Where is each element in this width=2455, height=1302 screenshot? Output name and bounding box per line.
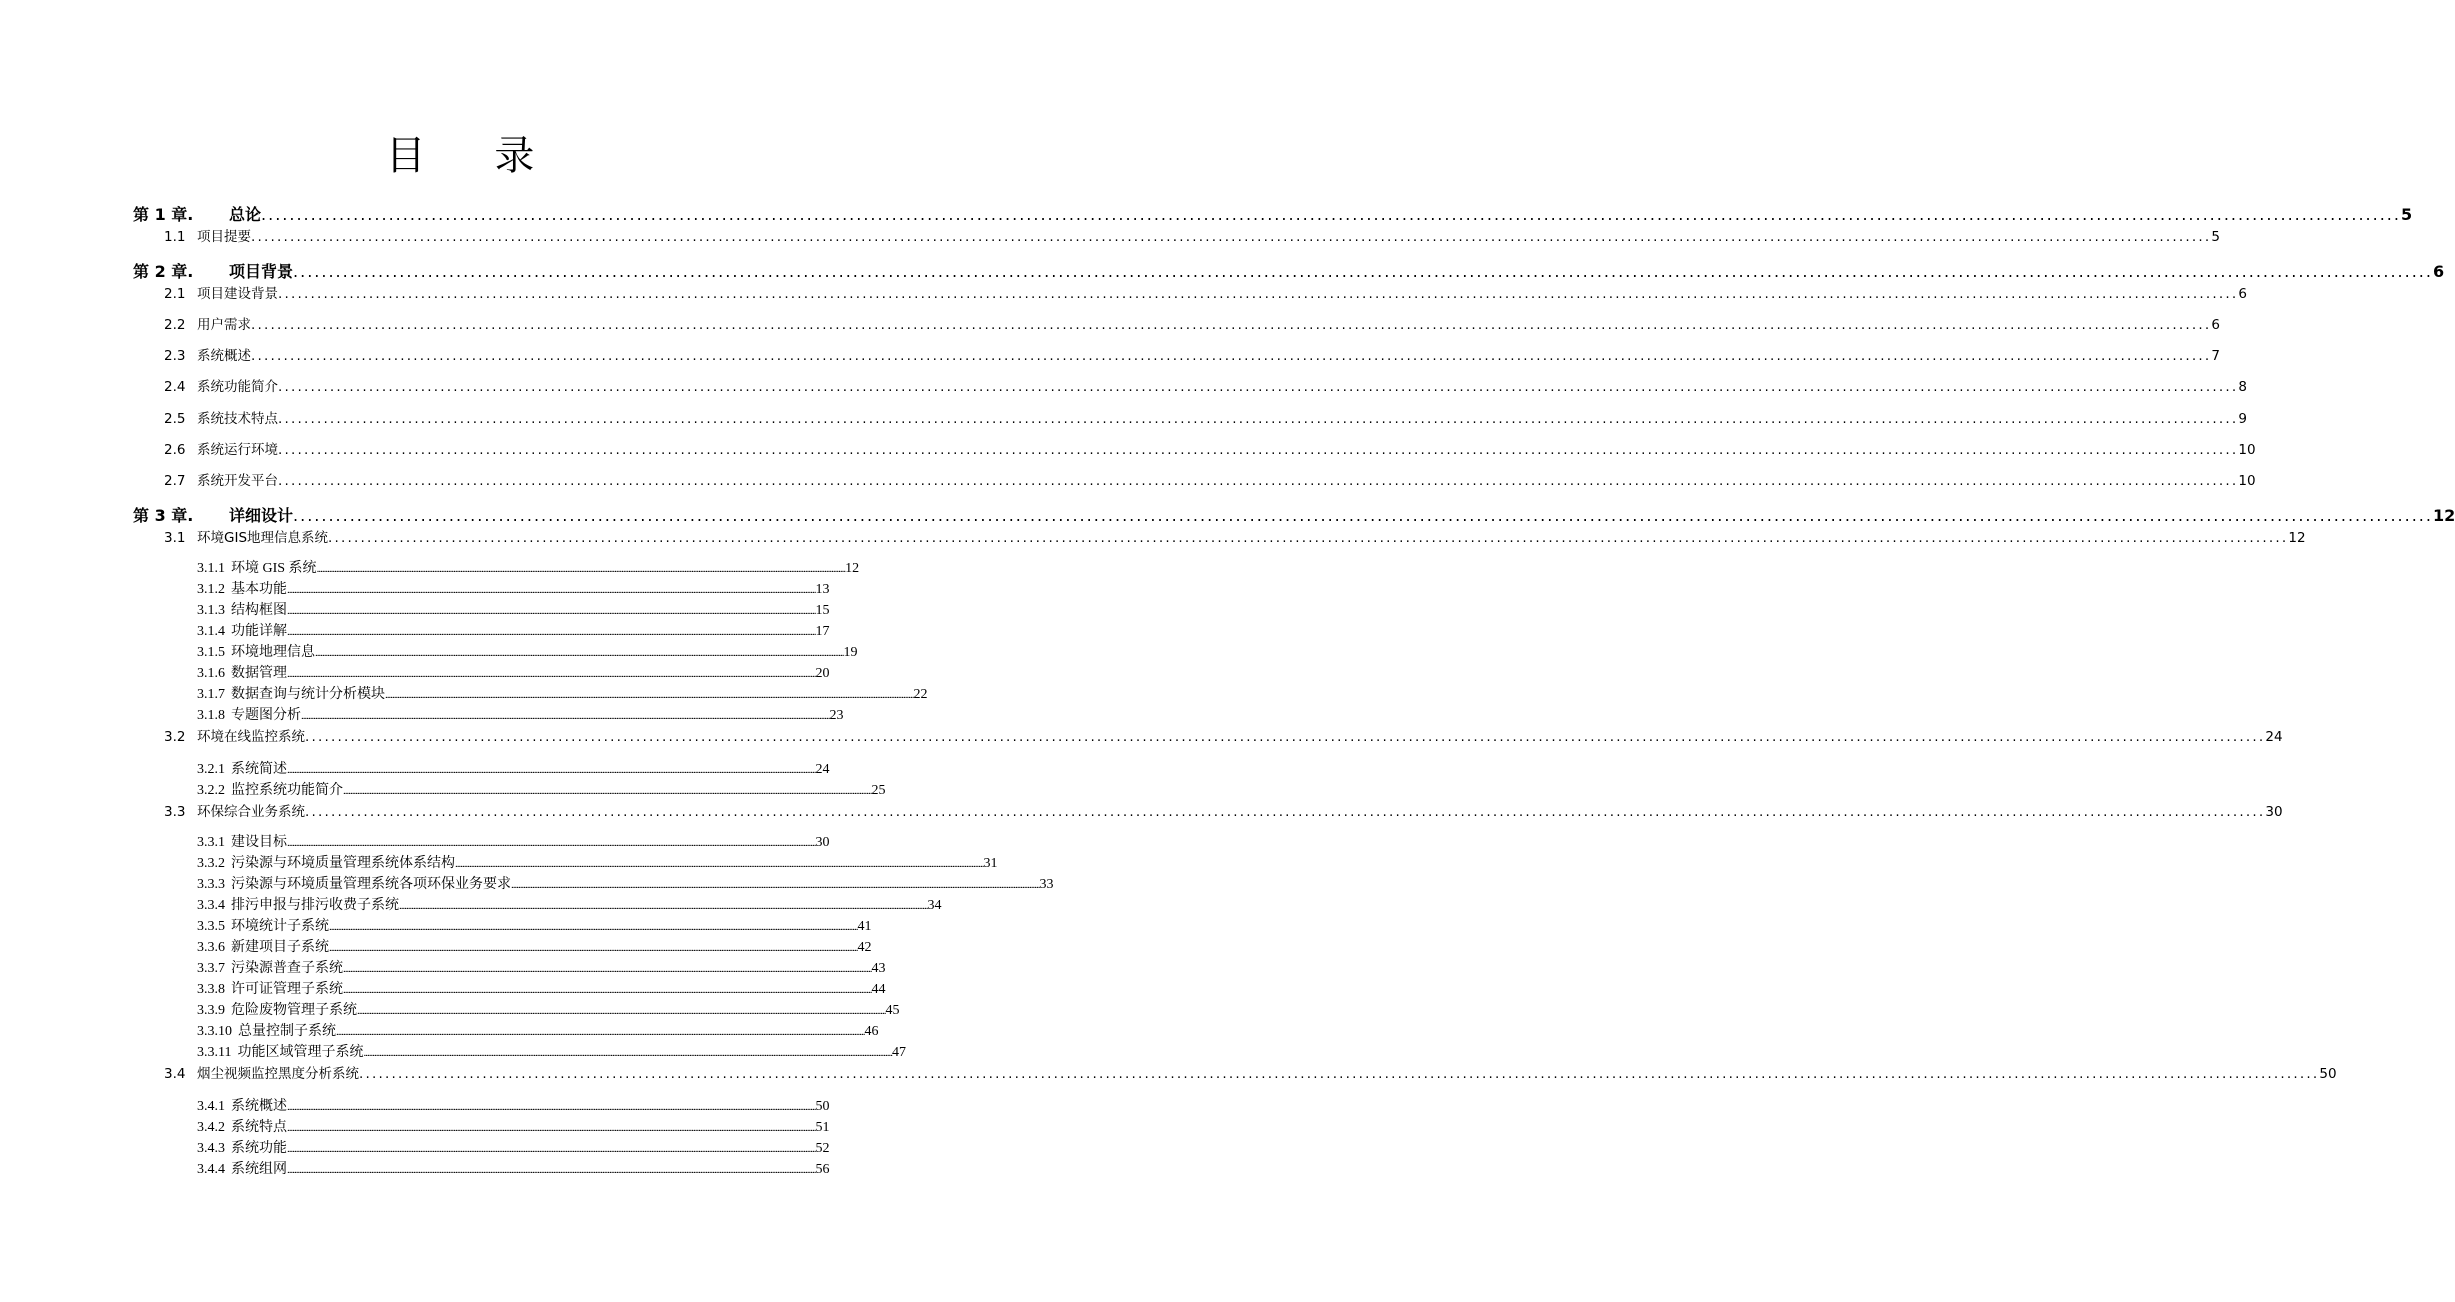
toc-entry-title: 系统特点 <box>231 1120 287 1135</box>
toc-entry-label <box>197 599 287 619</box>
toc-entry-title: 功能详解 <box>231 624 287 639</box>
toc-entry-number: 3.1 <box>164 530 186 546</box>
toc-entry-label <box>164 407 278 427</box>
toc-page-number: 10 <box>2238 473 2256 489</box>
toc-entry-label <box>164 344 251 364</box>
toc-entry-label <box>197 1137 287 1157</box>
toc-leader-dots: .............................................................................................................................................................................................................................................................................................................. <box>329 942 858 954</box>
toc-page-number: 45 <box>885 1003 900 1018</box>
toc-leader-dots: .............................................................................................................................................................................................................................................................................................................. <box>251 229 2212 245</box>
toc-entry-number: 3.1.8 <box>197 708 225 723</box>
toc-leader-dots: .............................................................................................................................................................................................................................................................................................................. <box>278 442 2239 458</box>
toc-page-number: 15 <box>815 603 830 618</box>
toc-entry-label <box>197 1116 287 1136</box>
toc-leader-dots: .............................................................................................................................................................................................................................................................................................................. <box>343 984 872 996</box>
toc-leader-dots: .............................................................................................................................................................................................................................................................................................................. <box>287 584 816 596</box>
toc-entry-sub[interactable] <box>197 894 942 914</box>
toc-leader-dots: .............................................................................................................................................................................................................................................................................................................. <box>251 348 2212 364</box>
toc-entry-title: 项目建设背景 <box>197 286 278 302</box>
toc-leader-dots: .............................................................................................................................................................................................................................................................................................................. <box>287 1122 816 1134</box>
toc-entry-label <box>164 725 305 745</box>
toc-entry-number: 第 1 章. <box>133 205 194 224</box>
toc-leader-dots: .............................................................................................................................................................................................................................................................................................................. <box>315 647 844 659</box>
toc-page-number: 6 <box>2211 317 2220 333</box>
toc-entry-section[interactable] <box>164 282 2247 304</box>
toc-page-number: 19 <box>843 645 858 660</box>
toc-page-number: 51 <box>815 1120 830 1135</box>
toc-leader-dots: .............................................................................................................................................................................................................................................................................................................. <box>455 858 984 870</box>
toc-leader-dots: .............................................................................................................................................................................................................................................................................................................. <box>293 506 2433 525</box>
toc-page-number: 23 <box>829 708 844 723</box>
toc-entry-sub[interactable] <box>197 779 886 799</box>
toc-entry-sub[interactable] <box>197 578 830 598</box>
toc-entry-label <box>197 557 317 577</box>
toc-page-number: 42 <box>857 940 872 955</box>
toc-entry-number: 3.1.7 <box>197 687 225 702</box>
toc-entry-title: 环保综合业务系统 <box>197 804 305 820</box>
toc-entry-number: 3.1.6 <box>197 666 225 681</box>
toc-entry-label <box>197 999 357 1019</box>
toc-entry-sub[interactable] <box>197 599 830 619</box>
toc-page-number: 46 <box>864 1024 879 1039</box>
toc-entry-sub[interactable] <box>197 1116 830 1136</box>
toc-entry-label <box>197 779 343 799</box>
toc-entry-sub[interactable] <box>197 1041 906 1061</box>
toc-entry-title: 新建项目子系统 <box>231 940 329 955</box>
toc-entry-sub[interactable] <box>197 704 844 724</box>
toc-entry-number: 3.3.3 <box>197 877 225 892</box>
toc-entry-number: 3.1.4 <box>197 624 225 639</box>
toc-entry-sub[interactable] <box>197 662 830 682</box>
toc-entry-label <box>164 282 278 302</box>
toc-entry-number: 3.1.2 <box>197 582 225 597</box>
toc-entry-section[interactable] <box>164 375 2247 397</box>
toc-page-number: 30 <box>815 835 830 850</box>
toc-entry-label <box>164 225 251 245</box>
toc-entry-label <box>197 662 287 682</box>
toc-entry-title: 系统运行环境 <box>197 442 278 458</box>
toc-entry-label <box>197 873 511 893</box>
toc-entry-number: 3.3.2 <box>197 856 225 871</box>
toc-entry-number: 3.3.1 <box>197 835 225 850</box>
toc-entry-title: 污染源与环境质量管理系统体系结构 <box>231 856 455 871</box>
toc-leader-dots: .............................................................................................................................................................................................................................................................................................................. <box>287 1164 816 1176</box>
toc-entry-label <box>197 641 315 661</box>
toc-entry-number: 3.4.4 <box>197 1162 225 1177</box>
toc-entry-label <box>197 978 343 998</box>
toc-page-number: 22 <box>913 687 928 702</box>
toc-entry-number: 3.4.2 <box>197 1120 225 1135</box>
toc-entry-label <box>197 578 287 598</box>
toc-entry-title: 环境统计子系统 <box>231 919 329 934</box>
toc-entry-section[interactable] <box>164 407 2247 429</box>
toc-page-number: 52 <box>815 1141 830 1156</box>
toc-page-number: 5 <box>2211 229 2220 245</box>
toc-entry-label <box>133 202 261 225</box>
toc-page-number: 24 <box>815 762 830 777</box>
toc-leader-dots: .............................................................................................................................................................................................................................................................................................................. <box>343 963 872 975</box>
toc-entry-label <box>197 852 455 872</box>
toc-page-number: 25 <box>871 783 886 798</box>
toc-entry-number: 2.6 <box>164 442 186 458</box>
toc-leader-dots: .............................................................................................................................................................................................................................................................................................................. <box>328 530 2289 546</box>
toc-entry-sub[interactable] <box>197 758 830 778</box>
toc-leader-dots: .............................................................................................................................................................................................................................................................................................................. <box>261 205 2401 224</box>
toc-entry-label <box>197 1041 363 1061</box>
toc-entry-sub[interactable] <box>197 831 830 851</box>
toc-entry-number: 3.4.3 <box>197 1141 225 1156</box>
toc-entry-number: 3.2 <box>164 729 186 745</box>
toc-leader-dots: .............................................................................................................................................................................................................................................................................................................. <box>287 668 816 680</box>
toc-page-number: 31 <box>983 856 998 871</box>
toc-page-number: 17 <box>815 624 830 639</box>
toc-entry-title: 系统功能 <box>231 1141 287 1156</box>
toc-page-number: 50 <box>2319 1066 2337 1082</box>
toc-page-number: 9 <box>2238 411 2247 427</box>
toc-entry-number: 2.2 <box>164 317 186 333</box>
toc-entry-sub[interactable] <box>197 978 886 998</box>
toc-entry-title: 污染源与环境质量管理系统各项环保业务要求 <box>231 877 511 892</box>
toc-leader-dots: .............................................................................................................................................................................................................................................................................................................. <box>363 1047 892 1059</box>
toc-entry-title: 监控系统功能简介 <box>231 783 343 798</box>
toc-page-number: 7 <box>2211 348 2220 364</box>
toc-entry-section[interactable] <box>164 313 2220 335</box>
toc-entry-number: 2.3 <box>164 348 186 364</box>
toc-page-number: 44 <box>871 982 886 997</box>
toc-entry-label <box>197 683 385 703</box>
toc-entry-title: 系统功能简介 <box>197 379 278 395</box>
toc-leader-dots: .............................................................................................................................................................................................................................................................................................................. <box>336 1026 865 1038</box>
toc-entry-title: 功能区域管理子系统 <box>237 1045 364 1060</box>
toc-page-number: 33 <box>1039 877 1054 892</box>
toc-entry-title: 许可证管理子系统 <box>231 982 343 997</box>
toc-leader-dots: .............................................................................................................................................................................................................................................................................................................. <box>305 729 2266 745</box>
toc-page-number: 6 <box>2238 286 2247 302</box>
toc-leader-dots: .............................................................................................................................................................................................................................................................................................................. <box>287 764 816 776</box>
toc-leader-dots: .............................................................................................................................................................................................................................................................................................................. <box>278 379 2239 395</box>
toc-entry-title: 专题图分析 <box>231 708 301 723</box>
toc-entry-title: 系统开发平台 <box>197 473 278 489</box>
toc-entry-title: 结构框图 <box>231 603 287 618</box>
toc-entry-number: 3.1.1 <box>197 561 225 576</box>
toc-leader-dots: .............................................................................................................................................................................................................................................................................................................. <box>287 1101 816 1113</box>
toc-entry-number: 2.4 <box>164 379 186 395</box>
toc-entry-number: 3.3.11 <box>197 1045 232 1060</box>
toc-page-number: 10 <box>2238 442 2256 458</box>
toc-entry-sub[interactable] <box>197 957 886 977</box>
toc-page-number: 13 <box>815 582 830 597</box>
toc-entry-label <box>197 915 329 935</box>
toc-entry-label <box>164 526 328 546</box>
toc-entry-sub[interactable] <box>197 683 928 703</box>
toc-entry-label <box>197 894 399 914</box>
toc-entry-section[interactable] <box>164 725 2283 747</box>
toc-entry-label <box>164 469 278 489</box>
toc-entry-sub[interactable] <box>197 620 830 640</box>
toc-leader-dots: .............................................................................................................................................................................................................................................................................................................. <box>357 1005 886 1017</box>
toc-entry-number: 3.3.10 <box>197 1024 232 1039</box>
toc-page-number: 24 <box>2265 729 2283 745</box>
toc-entry-title: 系统技术特点 <box>197 411 278 427</box>
toc-entry-label <box>197 1020 336 1040</box>
toc-entry-label <box>197 957 343 977</box>
toc-leader-dots: .............................................................................................................................................................................................................................................................................................................. <box>511 879 1040 891</box>
toc-entry-number: 3.1.3 <box>197 603 225 618</box>
toc-entry-sub[interactable] <box>197 1020 879 1040</box>
toc-leader-dots: .............................................................................................................................................................................................................................................................................................................. <box>316 563 846 575</box>
toc-entry-label <box>197 620 287 640</box>
toc-entry-label <box>164 375 278 395</box>
toc-entry-section[interactable] <box>164 800 2283 822</box>
toc-entry-section[interactable] <box>164 469 2256 491</box>
toc-page-number: 50 <box>815 1099 830 1114</box>
toc-entry-title: 环境GIS地理信息系统 <box>197 530 329 546</box>
toc-entry-number: 2.1 <box>164 286 186 302</box>
toc-entry-label <box>197 1158 287 1178</box>
toc-entry-number: 3.3.4 <box>197 898 225 913</box>
toc-entry-number: 3.3.8 <box>197 982 225 997</box>
toc-entry-number: 3.3 <box>164 804 186 820</box>
toc-leader-dots: .............................................................................................................................................................................................................................................................................................................. <box>287 626 816 638</box>
toc-entry-label <box>133 259 293 282</box>
toc-entry-sub[interactable] <box>197 999 900 1019</box>
toc-leader-dots: .............................................................................................................................................................................................................................................................................................................. <box>278 286 2239 302</box>
toc-entry-title: 项目背景 <box>229 262 294 281</box>
toc-entry-label <box>197 1095 287 1115</box>
toc-entry-title: 基本功能 <box>231 582 287 597</box>
toc-entry-section[interactable] <box>164 344 2220 366</box>
toc-page-number: 30 <box>2265 804 2283 820</box>
toc-entry-title: 用户需求 <box>197 317 251 333</box>
toc-leader-dots: .............................................................................................................................................................................................................................................................................................................. <box>343 785 872 797</box>
toc-page-number: 56 <box>815 1162 830 1177</box>
toc-entry-title: 危险废物管理子系统 <box>231 1003 357 1018</box>
toc-entry-sub[interactable] <box>197 1095 830 1115</box>
toc-entry-title: 详细设计 <box>229 506 294 525</box>
toc-entry-title: 环境地理信息 <box>231 645 315 660</box>
toc-entry-label <box>164 800 305 820</box>
toc-entry-number: 3.2.2 <box>197 783 225 798</box>
toc-entry-label <box>164 1062 359 1082</box>
toc-entry-title: 项目提要 <box>197 229 251 245</box>
toc-entry-number: 3.3.7 <box>197 961 225 976</box>
toc-leader-dots: .............................................................................................................................................................................................................................................................................................................. <box>287 1143 816 1155</box>
toc-page-number: 12 <box>2432 506 2455 525</box>
toc-leader-dots: .............................................................................................................................................................................................................................................................................................................. <box>287 837 816 849</box>
toc-entry-sub[interactable] <box>197 852 998 872</box>
toc-page-number: 6 <box>2432 262 2445 281</box>
toc-page-number: 8 <box>2238 379 2247 395</box>
toc-entry-number: 1.1 <box>164 229 186 245</box>
toc-page-number: 12 <box>845 561 860 576</box>
toc-entry-number: 3.4.1 <box>197 1099 225 1114</box>
toc-entry-number: 第 3 章. <box>133 506 194 525</box>
toc-entry-sub[interactable] <box>197 641 858 661</box>
toc-entry-label <box>197 831 287 851</box>
toc-leader-dots: .............................................................................................................................................................................................................................................................................................................. <box>278 411 2239 427</box>
toc-entry-section[interactable] <box>164 225 2220 247</box>
toc-entry-section[interactable] <box>164 526 2306 548</box>
toc-entry-label <box>197 936 329 956</box>
toc-page-number: 47 <box>891 1045 906 1060</box>
toc-entry-title: 系统简述 <box>231 762 287 777</box>
toc-entry-label <box>197 758 287 778</box>
toc-entry-number: 2.5 <box>164 411 186 427</box>
toc-page-number: 41 <box>857 919 872 934</box>
toc-leader-dots: .............................................................................................................................................................................................................................................................................................................. <box>287 605 816 617</box>
toc-entry-number: 3.3.9 <box>197 1003 225 1018</box>
toc-leader-dots: .............................................................................................................................................................................................................................................................................................................. <box>305 804 2266 820</box>
toc-leader-dots: .............................................................................................................................................................................................................................................................................................................. <box>329 921 858 933</box>
toc-entry-label <box>164 313 251 333</box>
toc-entry-title: 总论 <box>229 205 262 224</box>
toc-entry-label <box>164 438 278 458</box>
toc-page-number: 12 <box>2288 530 2306 546</box>
toc-entry-number: 3.4 <box>164 1066 186 1082</box>
toc-entry-number: 第 2 章. <box>133 262 194 281</box>
toc-entry-sub[interactable] <box>197 1137 830 1157</box>
toc-entry-title: 数据管理 <box>231 666 287 681</box>
toc-entry-title: 烟尘视频监控黑度分析系统 <box>197 1066 359 1082</box>
toc-entry-number: 2.7 <box>164 473 186 489</box>
toc-entry-number: 3.1.5 <box>197 645 225 660</box>
toc-entry-title: 排污申报与排污收费子系统 <box>231 898 399 913</box>
toc-leader-dots: .............................................................................................................................................................................................................................................................................................................. <box>301 710 830 722</box>
toc-entry-label <box>197 704 301 724</box>
toc-entry-label <box>133 503 293 526</box>
toc-entry-number: 3.2.1 <box>197 762 225 777</box>
toc-entry-title: 污染源普查子系统 <box>231 961 343 976</box>
toc-leader-dots: .............................................................................................................................................................................................................................................................................................................. <box>293 262 2433 281</box>
toc-page-number: 34 <box>927 898 942 913</box>
toc-entry-sub[interactable] <box>197 1158 830 1178</box>
toc-entry-sub[interactable] <box>197 915 872 935</box>
toc-page-number: 20 <box>815 666 830 681</box>
toc-entry-sub[interactable] <box>197 557 860 577</box>
toc-page-number: 43 <box>871 961 886 976</box>
toc-leader-dots: .............................................................................................................................................................................................................................................................................................................. <box>278 473 2239 489</box>
toc-entry-number: 3.3.6 <box>197 940 225 955</box>
toc-entry-section[interactable] <box>164 438 2256 460</box>
toc-entry-title: 系统组网 <box>231 1162 287 1177</box>
toc-leader-dots: .............................................................................................................................................................................................................................................................................................................. <box>399 900 928 912</box>
toc-entry-section[interactable] <box>164 1062 2337 1084</box>
toc-entry-title: 环境在线监控系统 <box>197 729 305 745</box>
toc-page-number: 5 <box>2400 205 2413 224</box>
toc-entry-title: 环境 GIS 系统 <box>231 561 317 576</box>
toc-entry-title: 建设目标 <box>231 835 287 850</box>
toc-entry-title: 系统概述 <box>197 348 251 364</box>
toc-leader-dots: .............................................................................................................................................................................................................................................................................................................. <box>359 1066 2320 1082</box>
toc-entry-sub[interactable] <box>197 936 872 956</box>
toc-leader-dots: .............................................................................................................................................................................................................................................................................................................. <box>251 317 2212 333</box>
toc-entry-title: 系统概述 <box>231 1099 287 1114</box>
toc-leader-dots: .............................................................................................................................................................................................................................................................................................................. <box>385 689 914 701</box>
page-title: 目 录 <box>385 133 563 179</box>
toc-entry-sub[interactable] <box>197 873 1054 893</box>
toc-entry-number: 3.3.5 <box>197 919 225 934</box>
toc-entry-title: 数据查询与统计分析模块 <box>231 687 385 702</box>
toc-entry-title: 总量控制子系统 <box>238 1024 336 1039</box>
